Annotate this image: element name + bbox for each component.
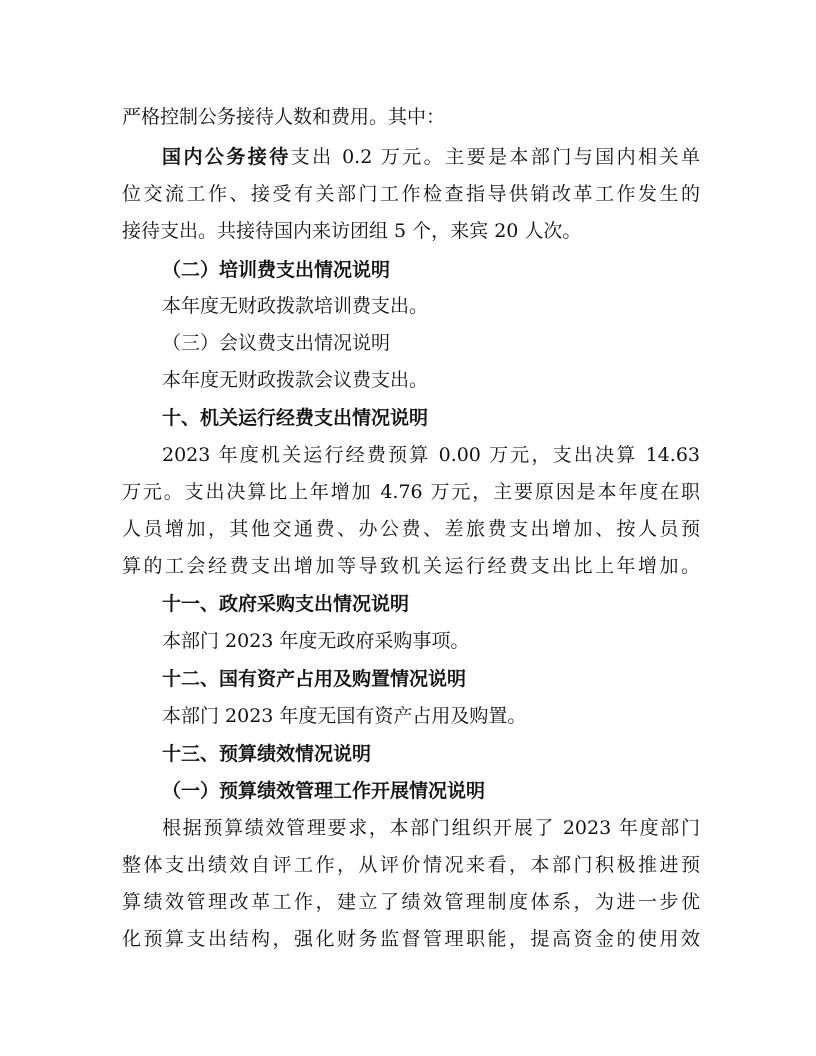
body-text-line: 万元。支出决算比上年增加 4.76 万元，主要原因是本年度在职 [122, 481, 700, 503]
section-heading-11: 十一、政府采购支出情况说明 [162, 593, 410, 615]
subheading-training-fee: （二）培训费支出情况说明 [162, 259, 391, 281]
body-text-line: 根据预算绩效管理要求，本部门组织开展了 2023 年度部门 [162, 817, 700, 839]
body-text-segment: 支出 0.2 万元。主要是本部门与国内相关单 [290, 146, 700, 168]
body-text-line: 化预算支出结构，强化财务监督管理职能，提高资金的使用效 [122, 928, 700, 950]
body-text-line: 严格控制公务接待人数和费用。其中： [122, 106, 446, 128]
bold-term-domestic-reception: 国内公务接待 [162, 146, 291, 168]
subheading-meeting-fee: （三）会议费支出情况说明 [162, 332, 391, 354]
subheading-performance-management: （一）预算绩效管理工作开展情况说明 [162, 780, 486, 802]
body-text-line: 本年度无财政拨款会议费支出。 [162, 369, 429, 391]
section-heading-10: 十、机关运行经费支出情况说明 [162, 407, 429, 429]
body-text-line: 人员增加，其他交通费、办公费、差旅费支出增加、按人员预 [122, 518, 700, 540]
body-text-line: 本部门 2023 年度无政府采购事项。 [162, 630, 470, 652]
body-text-line: 2023 年度机关运行经费预算 0.00 万元，支出决算 14.63 [162, 444, 700, 466]
body-text-line: 本年度无财政拨款培训费支出。 [162, 295, 429, 317]
body-text-line: 算的工会经费支出增加等导致机关运行经费支出比上年增加。 [122, 555, 700, 577]
body-text-line: 整体支出绩效自评工作，从评价情况来看，本部门积极推进预 [122, 854, 700, 876]
paragraph-domestic-reception [162, 143, 700, 171]
body-text-line: 本部门 2023 年度无国有资产占用及购置。 [162, 705, 527, 727]
section-heading-13: 十三、预算绩效情况说明 [162, 743, 372, 765]
body-text-line: 算绩效管理改革工作，建立了绩效管理制度体系，为进一步优 [122, 891, 700, 913]
body-text-line: 位交流工作、接受有关部门工作检查指导供销改革工作发生的 [122, 183, 700, 205]
body-text-line: 接待支出。共接待国内来访团组 5 个，来宾 20 人次。 [122, 220, 582, 242]
section-heading-12: 十二、国有资产占用及购置情况说明 [162, 668, 467, 690]
